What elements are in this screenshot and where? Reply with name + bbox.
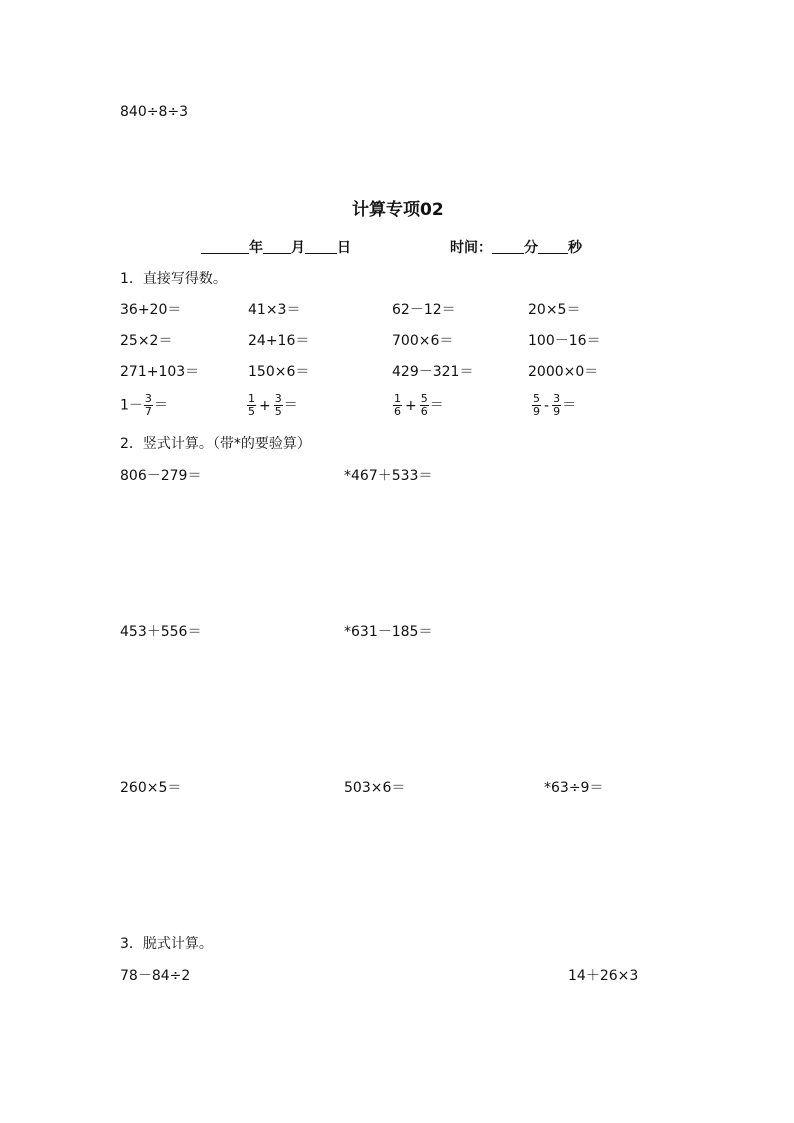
vertical-item: *631－185＝ — [344, 624, 433, 640]
denominator: 5 — [274, 405, 282, 419]
numerator: 3 — [553, 392, 561, 405]
fraction — [144, 393, 153, 418]
operator: + — [405, 397, 417, 414]
fraction — [420, 393, 429, 418]
page-title: 计算专项02 — [352, 200, 444, 220]
direct-item: 700×6＝ — [392, 333, 454, 349]
fraction — [393, 393, 402, 418]
equals: ＝ — [283, 397, 298, 414]
vertical-item: *467＋533＝ — [344, 468, 433, 484]
denominator: 7 — [144, 405, 152, 419]
section-1-heading: 1．直接写得数。 — [120, 271, 227, 287]
year-label: 年 — [249, 240, 263, 256]
direct-item: 429－321＝ — [392, 364, 474, 380]
numerator: 5 — [420, 392, 428, 405]
fraction-item — [531, 393, 576, 418]
fraction-item — [120, 393, 168, 418]
section-2-heading: 2．竖式计算。（带*的要验算） — [120, 436, 311, 452]
numerator: 1 — [248, 392, 255, 405]
direct-item: 62－12＝ — [392, 302, 456, 318]
minute-blank[interactable] — [492, 240, 524, 254]
numerator: 3 — [144, 392, 152, 405]
day-blank[interactable] — [305, 240, 337, 254]
denominator: 9 — [553, 405, 561, 419]
operator: + — [259, 397, 271, 414]
fraction-item — [392, 393, 444, 418]
direct-item: 24+16＝ — [248, 333, 310, 349]
denominator: 9 — [533, 405, 540, 419]
fraction-item — [246, 393, 298, 418]
month-blank[interactable] — [263, 240, 291, 254]
lead-term: 1－ — [120, 397, 143, 414]
time-label: 时间： — [450, 240, 492, 256]
minute-label: 分 — [524, 240, 538, 256]
direct-item: 271+103＝ — [120, 364, 200, 380]
month-label: 月 — [291, 240, 305, 256]
direct-item: 36+20＝ — [120, 302, 182, 318]
fraction — [552, 393, 561, 418]
numerator: 5 — [533, 392, 540, 405]
stepwise-item: 78－84÷2 — [120, 968, 191, 984]
vertical-item: 453＋556＝ — [120, 624, 202, 640]
top-expression: 840÷8÷3 — [120, 104, 188, 120]
equals: ＝ — [429, 397, 444, 414]
vertical-item: 260×5＝ — [120, 780, 182, 796]
fraction — [532, 393, 541, 418]
date-line — [201, 240, 351, 255]
denominator: 6 — [420, 405, 428, 419]
denominator: 5 — [248, 405, 255, 419]
vertical-item: 503×6＝ — [344, 780, 406, 796]
day-label: 日 — [337, 240, 351, 256]
time-line — [450, 240, 582, 255]
denominator: 6 — [394, 405, 401, 419]
vertical-item: *63÷9＝ — [544, 780, 604, 796]
operator: - — [544, 397, 550, 414]
fraction — [247, 393, 256, 418]
year-blank[interactable] — [201, 240, 249, 254]
direct-item: 41×3＝ — [248, 302, 301, 318]
direct-item: 150×6＝ — [248, 364, 310, 380]
numerator: 1 — [394, 392, 401, 405]
vertical-item: 806－279＝ — [120, 468, 202, 484]
equals: ＝ — [562, 397, 577, 414]
second-blank[interactable] — [538, 240, 568, 254]
direct-item: 25×2＝ — [120, 333, 173, 349]
fraction — [274, 393, 283, 418]
direct-item: 20×5＝ — [528, 302, 581, 318]
direct-item: 100－16＝ — [528, 333, 601, 349]
section-3-heading: 3．脱式计算。 — [120, 936, 213, 952]
second-label: 秒 — [568, 240, 582, 256]
stepwise-item: 14＋26×3 — [568, 968, 639, 984]
direct-item: 2000×0＝ — [528, 364, 599, 380]
equals: ＝ — [153, 397, 168, 414]
numerator: 3 — [274, 392, 282, 405]
